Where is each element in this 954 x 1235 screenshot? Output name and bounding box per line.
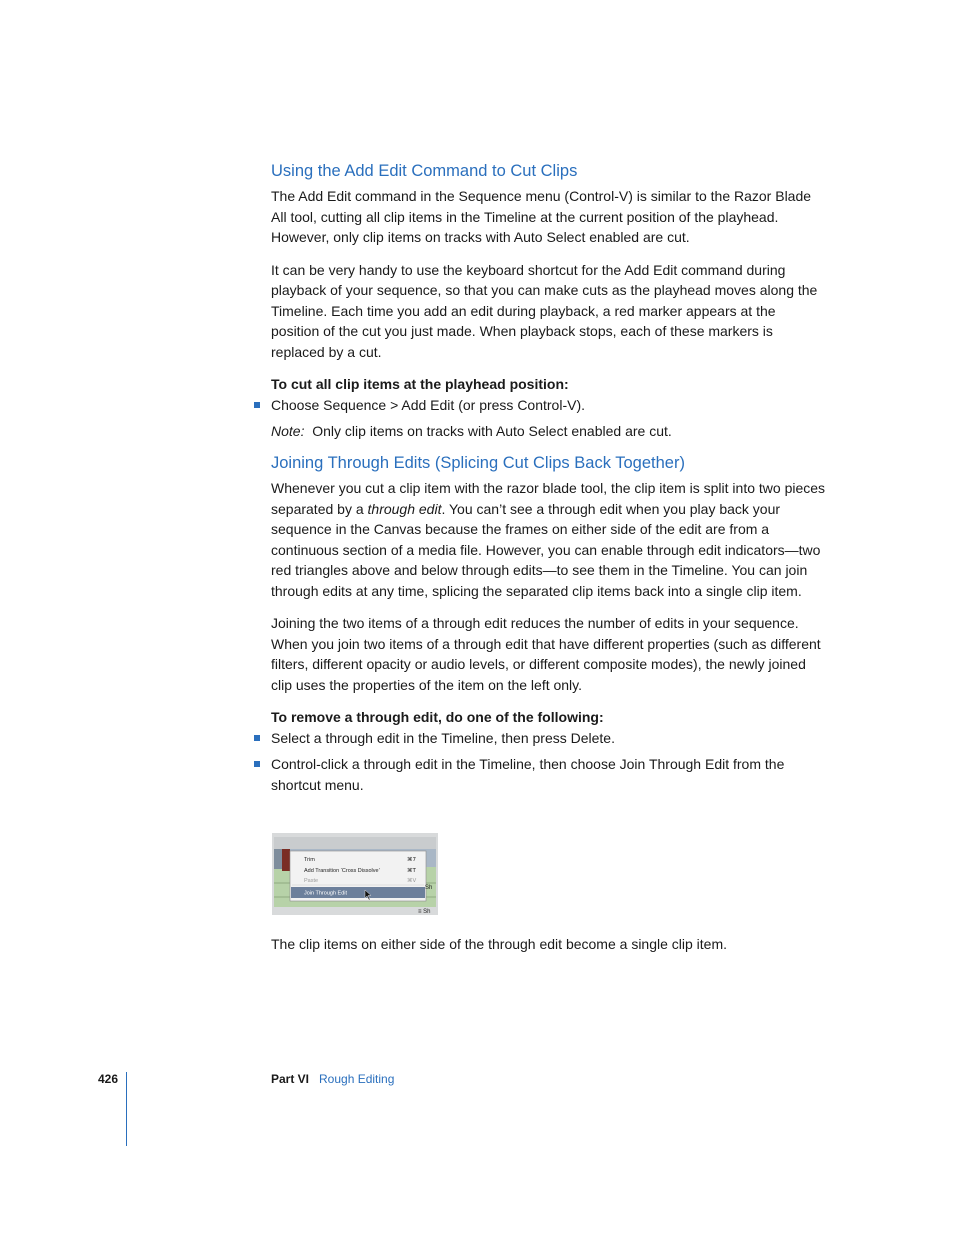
procedure-lead: To cut all clip items at the playhead position:: [271, 376, 569, 392]
shortcut-add-transition: ⌘T: [407, 868, 416, 874]
footer-part: Part VI: [271, 1072, 310, 1086]
figure-caption: The clip items on either side of the through edit become a single clip item.: [271, 936, 728, 952]
list-item: [271, 728, 827, 749]
paragraph-text: . You can’t see a through edit when you play back your sequence in the Canvas because the frames on either side of the edit are from a continuous section of a media file. However, you can enable through edit indicators—two red triangles above and below through edits—to see them in the Timeline. You can join through edits at any time, splicing the separated clip items back into a single clip item.: [271, 500, 821, 599]
menu-item-join-through-edit: Join Through Edit: [304, 890, 348, 897]
list-item: [271, 754, 827, 795]
paragraph: [271, 478, 827, 601]
bullet-square-icon: [254, 402, 260, 408]
menu-item-add-transition: Add Transition ‘Cross Dissolve’: [304, 868, 380, 874]
procedure-lead: To remove a through edit, do one of the following:: [271, 709, 604, 725]
bullet-square-icon: [254, 761, 260, 767]
section-heading: Joining Through Edits (Splicing Cut Clips Back Together): [271, 454, 685, 472]
paragraph: It can be very handy to use the keyboard shortcut for the Add Edit command during playback of your sequence, so that you can make cuts as the playhead moves along the Timeline. Each time you add an edit during playback, a red marker appears at the position of the cut you just made. When playback stops, each of these markers is replaced by a cut.: [271, 261, 818, 360]
note: [271, 421, 827, 442]
list-item-text: Control-click a through edit in the Timeline, then choose Join Through Edit from the shortcut menu.: [271, 756, 785, 793]
note-text: Only clip items on tracks with Auto Select enabled are cut.: [312, 423, 672, 439]
footer-chapter-title: Rough Editing: [319, 1072, 395, 1086]
paragraph-text: Whenever you cut a clip item with the razor blade tool, the clip item is split into two pieces separated by a: [271, 480, 826, 517]
list-item-text: Select a through edit in the Timeline, then press Delete.: [271, 729, 615, 746]
track-label: ≡ Sh: [418, 909, 431, 915]
track-label: Sh: [425, 885, 433, 891]
shortcut-paste: ⌘V: [407, 878, 417, 884]
paragraph: Joining the two items of a through edit reduces the number of edits in your sequence. When you join two items of a through edit that have different properties (such as different filters, different opacity or audio levels, or different composite modes), the newly joined clip uses the properties of the item on the left only.: [271, 615, 821, 693]
term-through-edit: through edit: [367, 500, 442, 517]
shortcut-trim: ⌘7: [407, 857, 416, 863]
section-heading: Using the Add Edit Command to Cut Clips: [271, 162, 578, 180]
section-add-edit: [271, 160, 827, 456]
list-item-text: Choose Sequence > Add Edit (or press Control-V).: [271, 396, 586, 413]
menu-item-paste: Paste: [304, 878, 319, 884]
timeline-context-menu-screenshot: [272, 833, 438, 915]
bullet-square-icon: [254, 735, 260, 741]
footer-divider: [126, 1072, 127, 1146]
note-label: Note:: [271, 423, 305, 439]
menu-item-trim: Trim: [304, 857, 315, 863]
page-number: 426: [98, 1072, 119, 1086]
paragraph: The Add Edit command in the Sequence menu (Control-V) is similar to the Razor Blade All tool, cutting all clip items in the Timeline at the current position of the playhead. However, only clip items on tracks with Auto Select enabled are cut.: [271, 188, 812, 245]
list-item: [271, 395, 827, 416]
section-joining-through-edits: [271, 452, 827, 795]
